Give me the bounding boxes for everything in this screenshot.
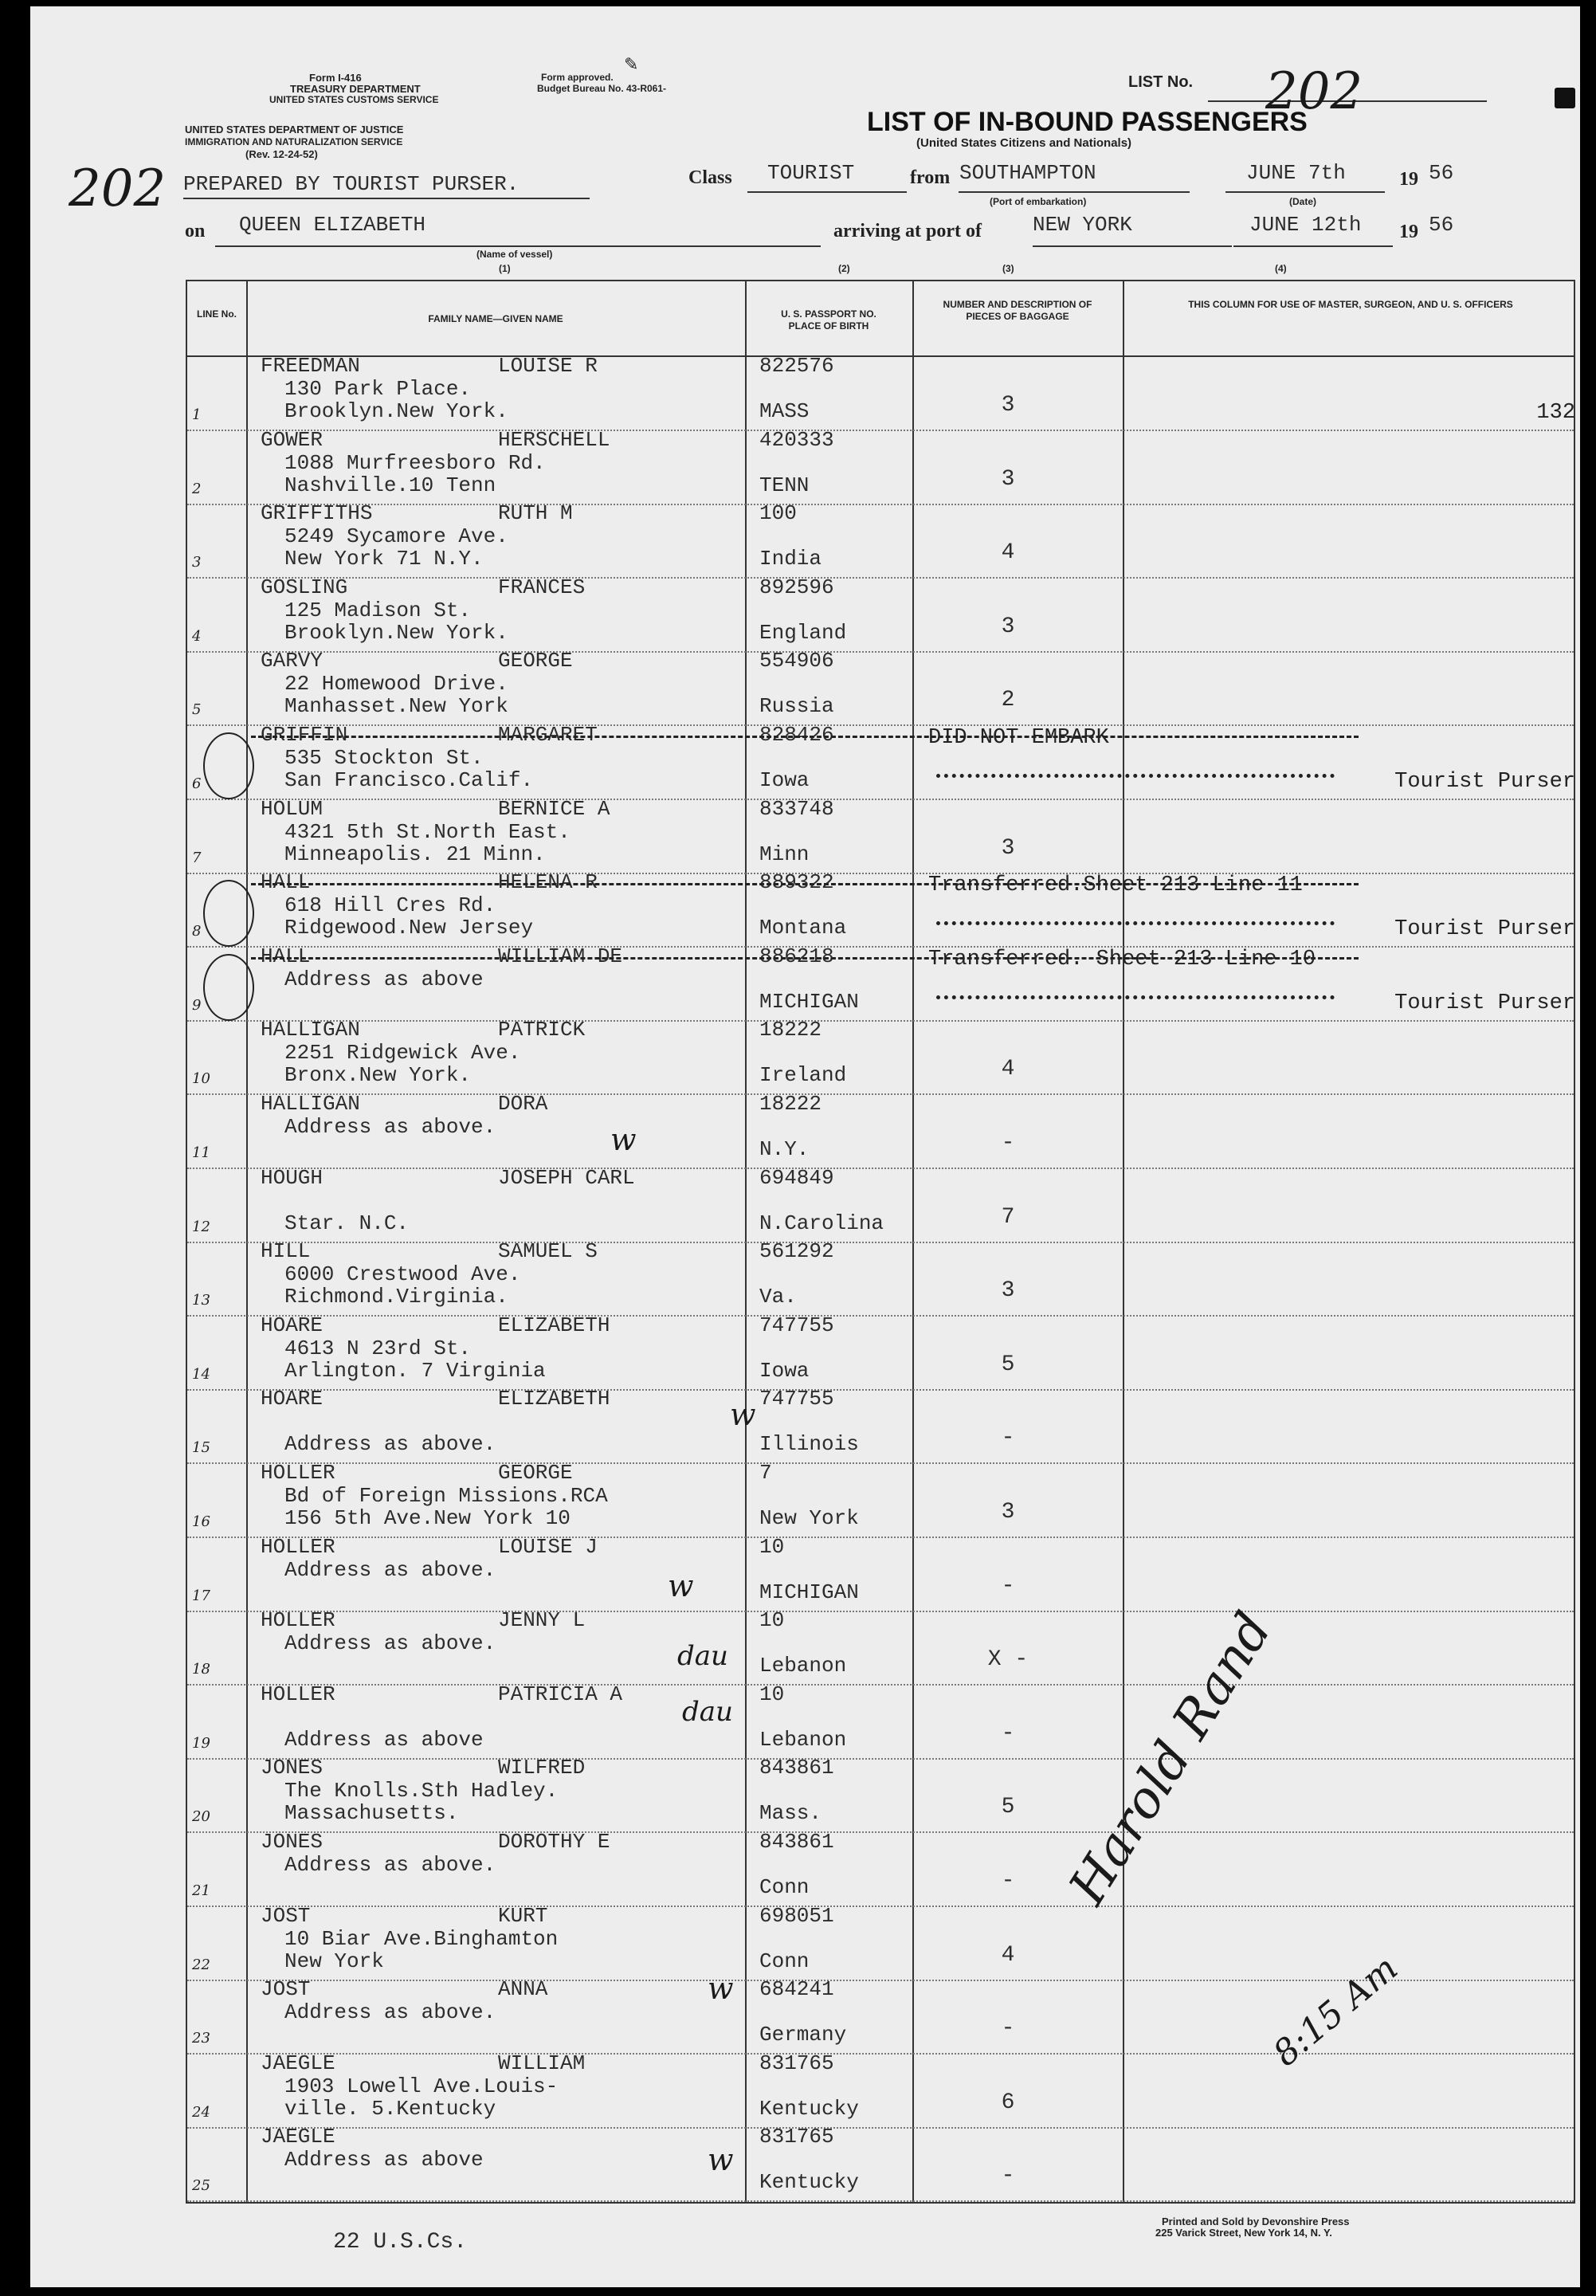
signature-time: 8:15 Am — [1265, 1948, 1406, 2074]
baggage-count: - — [1001, 2164, 1015, 2189]
address-line-1: Address as above — [284, 967, 484, 991]
baggage-count: 4 — [1001, 1942, 1015, 1968]
baggage-count: - — [1001, 2016, 1015, 2042]
baggage-count: 4 — [1001, 1057, 1015, 1082]
place-of-birth: Iowa — [759, 1358, 810, 1383]
dept-treasury: TREASURY DEPARTMENT — [290, 83, 421, 95]
prepared-by: PREPARED BY TOURIST PURSER. — [183, 172, 520, 196]
address-line-1: 130 Park Place. — [284, 377, 472, 401]
passenger-table — [186, 280, 1575, 2204]
place-of-birth: New York — [759, 1506, 859, 1530]
baggage-count: 3 — [1001, 466, 1015, 492]
place-of-birth: Iowa — [759, 768, 810, 792]
place-of-birth: Conn — [759, 1949, 810, 1973]
passport-number: 843861 — [759, 1756, 834, 1780]
mark-w: w — [610, 1122, 637, 1157]
place-of-birth: England — [759, 620, 847, 645]
table-row — [187, 1388, 1574, 1464]
address-line-2: Massachusetts. — [284, 1801, 459, 1826]
embark-date: JUNE 7th — [1246, 161, 1346, 185]
baggage-count: 6 — [1001, 2090, 1015, 2115]
class-label: Class — [688, 167, 732, 188]
address-line-1: 535 Stockton St. — [284, 746, 484, 770]
page-subtitle: (United States Citizens and Nationals) — [916, 136, 1132, 150]
passport-number: 10 — [759, 1608, 785, 1633]
given-name: JENNY L — [498, 1608, 586, 1633]
line-number: 22 — [192, 1956, 210, 1973]
family-name: GOSLING — [261, 575, 348, 599]
place-of-birth: Conn — [759, 1875, 810, 1899]
passport-number: 822576 — [759, 354, 834, 378]
address-line-1: Address as above. — [284, 1115, 496, 1139]
address-line-1: The Knolls.Sth Hadley. — [284, 1779, 559, 1803]
printer-line-2: 225 Varick Street, New York 14, N. Y. — [1155, 2227, 1332, 2239]
address-line-1: Address as above — [284, 2148, 484, 2172]
family-name: JAEGLE — [261, 2051, 335, 2075]
address-line-1: 125 Madison St. — [284, 598, 472, 622]
baggage-count: 7 — [1001, 1204, 1015, 1230]
transfer-note: Transferred. Sheet 213 Line 10 — [928, 947, 1316, 971]
table-row — [187, 1534, 1574, 1612]
given-name: GEORGE — [498, 649, 573, 673]
baggage-count: 3 — [1001, 1278, 1015, 1304]
baggage-count: - — [1001, 1573, 1015, 1599]
page-title: LIST OF IN-BOUND PASSENGERS — [867, 107, 1308, 137]
line-number: 1 — [192, 406, 202, 423]
passport-number: 833748 — [759, 796, 834, 821]
list-number: 202 — [1265, 62, 1363, 121]
family-name: HOLUM — [261, 796, 324, 821]
address-line-2: Ridgewood.New Jersey — [284, 916, 534, 940]
mark-w: w — [708, 1971, 734, 2006]
address-line-1: 6000 Crestwood Ave. — [284, 1262, 521, 1287]
strike-through — [251, 883, 1359, 885]
place-of-birth: Germany — [759, 2023, 847, 2047]
place-of-birth: Montana — [759, 916, 847, 940]
family-name: JAEGLE — [261, 2125, 335, 2149]
baggage-count: X - — [987, 1647, 1029, 1673]
address-line-1: Address as above. — [284, 1853, 496, 1877]
given-name: PATRICK — [498, 1018, 586, 1042]
place-of-birth: Ireland — [759, 1063, 847, 1088]
table-row — [187, 872, 1574, 948]
corner-mark — [1555, 88, 1575, 108]
address-line-1: 10 Biar Ave.Binghamton — [284, 1926, 559, 1951]
passport-number: 747755 — [759, 1313, 834, 1337]
officer-note: Tourist Purser — [1394, 917, 1575, 942]
line-number: 15 — [192, 1439, 210, 1457]
table-row — [187, 650, 1574, 726]
place-of-birth: Russia — [759, 694, 834, 719]
signature-dots — [936, 995, 1335, 999]
table-row — [187, 1165, 1574, 1243]
officer-note: Tourist Purser — [1394, 991, 1575, 1015]
line-number: 11 — [192, 1144, 210, 1161]
address-line-2: Arlington. 7 Virginia — [284, 1358, 546, 1383]
family-name: HALL — [261, 870, 311, 895]
class-value: TOURIST — [767, 161, 855, 185]
family-name: GRIFFITHS — [261, 501, 373, 526]
address-line-2: ville. 5.Kentucky — [284, 2096, 496, 2121]
address-line-1: 1903 Lowell Ave.Louis- — [284, 2074, 559, 2098]
manifest-page — [30, 6, 1580, 2287]
table-row — [187, 577, 1574, 653]
given-name: RUTH M — [498, 501, 573, 526]
passport-number: 889322 — [759, 870, 834, 895]
year-prefix-2: 19 — [1399, 222, 1418, 242]
embarkation-port: SOUTHAMPTON — [959, 161, 1096, 185]
arrival-date: JUNE 12th — [1249, 213, 1362, 237]
passport-number: 831765 — [759, 2051, 834, 2075]
line-number: 24 — [192, 2103, 210, 2121]
col-number-1: (1) — [499, 263, 511, 274]
place-of-birth: India — [759, 547, 822, 571]
given-name: WILLIAM DE — [498, 944, 623, 968]
baggage-count: - — [1001, 1426, 1015, 1451]
mark-w: w — [730, 1397, 756, 1432]
family-name: GRIFFIN — [261, 723, 348, 747]
dept-justice: UNITED STATES DEPARTMENT OF JUSTICE — [185, 124, 404, 135]
baggage-count: 5 — [1001, 1352, 1015, 1377]
baggage-count: 4 — [1001, 540, 1015, 566]
given-name: ANNA — [498, 1977, 548, 2002]
given-name: LOUISE R — [498, 354, 598, 378]
passport-number: 554906 — [759, 649, 834, 673]
family-name: HOLLER — [261, 1682, 335, 1706]
line-number: 19 — [192, 1734, 210, 1752]
line-number: 7 — [192, 849, 202, 866]
place-of-birth: N.Carolina — [759, 1211, 884, 1235]
header-line-no: LINE No. — [197, 308, 237, 320]
passport-number: 747755 — [759, 1387, 834, 1411]
family-name: HOLLER — [261, 1461, 335, 1485]
date-caption: (Date) — [1289, 196, 1317, 207]
arrival-year: 56 — [1429, 213, 1454, 237]
header-baggage: NUMBER AND DESCRIPTION OF PIECES OF BAGGAGE — [943, 299, 1092, 322]
given-name: WILLIAM — [498, 2051, 586, 2075]
line-number: 6 — [192, 775, 202, 792]
dept-customs: UNITED STATES CUSTOMS SERVICE — [269, 94, 439, 105]
line-number: 3 — [192, 554, 202, 571]
line-number: 2 — [192, 480, 202, 497]
address-line-1: 4613 N 23rd St. — [284, 1336, 472, 1360]
given-name: DOROTHY E — [498, 1830, 610, 1854]
mark-dau: dau — [677, 1640, 728, 1672]
col-number-4: (4) — [1275, 263, 1287, 274]
given-name: HELENA R — [498, 870, 598, 895]
family-name: FREEDMAN — [261, 354, 360, 378]
transfer-note: DID NOT EMBARK — [928, 726, 1109, 750]
address-line-2: Address as above — [284, 1727, 484, 1752]
address-line-2: Address as above. — [284, 1432, 496, 1457]
line-number: 10 — [192, 1070, 210, 1088]
place-of-birth: TENN — [759, 473, 810, 497]
mark-w: w — [668, 1568, 694, 1603]
given-name: PATRICIA A — [498, 1682, 623, 1706]
signature-dots — [936, 774, 1335, 778]
table-row — [187, 1241, 1574, 1317]
family-name: HOUGH — [261, 1165, 324, 1190]
line-number: 4 — [192, 627, 202, 645]
form-approved: Form approved. — [541, 72, 614, 83]
passport-number: 18222 — [759, 1092, 822, 1116]
family-name: HOLLER — [261, 1608, 335, 1633]
address-line-1: 22 Homewood Drive. — [284, 672, 508, 697]
baggage-count: - — [1001, 1869, 1015, 1894]
line-circle — [203, 732, 254, 799]
budget-bureau: Budget Bureau No. 43-R061- — [537, 83, 667, 94]
baggage-count: 3 — [1001, 614, 1015, 639]
on-label: on — [185, 221, 206, 241]
passport-number: 561292 — [759, 1239, 834, 1264]
place-of-birth: Kentucky — [759, 2096, 859, 2121]
table-row — [187, 1831, 1574, 1907]
table-row — [187, 2053, 1574, 2129]
line-number: 18 — [192, 1661, 210, 1678]
address-line-2: Manhasset.New York — [284, 694, 508, 719]
address-line-2: Minneapolis. 21 Minn. — [284, 842, 546, 866]
table-row — [187, 724, 1574, 800]
place-of-birth: Lebanon — [759, 1654, 847, 1678]
address-line-2: 156 5th Ave.New York 10 — [284, 1506, 571, 1530]
dept-immigration: IMMIGRATION AND NATURALIZATION SERVICE — [185, 136, 403, 147]
table-row — [187, 503, 1574, 579]
given-name: WILFRED — [498, 1756, 586, 1780]
table-row — [187, 427, 1574, 505]
place-of-birth: Kentucky — [759, 2170, 859, 2195]
given-name: JOSEPH CARL — [498, 1165, 635, 1190]
given-name: SAMUEL S — [498, 1239, 598, 1264]
address-line-1: 4321 5th St.North East. — [284, 819, 571, 844]
given-name: KURT — [498, 1903, 548, 1928]
header-passport: U. S. PASSPORT NO. PLACE OF BIRTH — [781, 308, 876, 332]
place-of-birth: Illinois — [759, 1432, 859, 1457]
table-row — [187, 946, 1574, 1022]
passport-number: 892596 — [759, 575, 834, 599]
printer-line-1: Printed and Sold by Devonshire Press — [1162, 2216, 1350, 2227]
table-row — [187, 1019, 1574, 1095]
place-of-birth: MICHIGAN — [759, 989, 859, 1014]
passport-number: 18222 — [759, 1018, 822, 1042]
address-line-1: 618 Hill Cres Rd. — [284, 893, 496, 918]
family-name: JONES — [261, 1756, 324, 1780]
margin-number: 202 — [69, 159, 167, 218]
family-name: HOLLER — [261, 1534, 335, 1559]
place-of-birth: MASS — [759, 399, 810, 423]
line-number: 21 — [192, 1882, 210, 1899]
given-name: LOUISE J — [498, 1534, 598, 1559]
line-circle — [203, 880, 254, 947]
arrival-port: NEW YORK — [1033, 213, 1132, 237]
passport-number: 10 — [759, 1534, 785, 1559]
line-circle — [203, 954, 254, 1021]
address-line-2: New York 71 N.Y. — [284, 547, 484, 571]
strike-through — [251, 736, 1359, 738]
table-row — [187, 1757, 1574, 1833]
family-name: HOARE — [261, 1313, 324, 1337]
family-name: HALL — [261, 944, 311, 968]
family-name: HALLIGAN — [261, 1018, 360, 1042]
officer-note: 132 — [1536, 401, 1575, 425]
place-of-birth: Mass. — [759, 1801, 822, 1826]
signature: Harold Rand — [1058, 1603, 1284, 1915]
address-line-2: Brooklyn.New York. — [284, 399, 508, 423]
baggage-count: 5 — [1001, 1795, 1015, 1820]
table-header — [187, 281, 1574, 357]
list-no-label: LIST No. — [1128, 73, 1194, 91]
address-line-1: Address as above. — [284, 1557, 496, 1582]
passport-number: 886218 — [759, 944, 834, 968]
mark-w: w — [708, 2142, 734, 2177]
given-name: GEORGE — [498, 1461, 573, 1485]
passport-number: 694849 — [759, 1165, 834, 1190]
baggage-count: 3 — [1001, 393, 1015, 418]
place-of-birth: Lebanon — [759, 1727, 847, 1752]
address-line-2: Nashville.10 Tenn — [284, 473, 496, 497]
table-row — [187, 1315, 1574, 1391]
address-line-2: Richmond.Virginia. — [284, 1285, 508, 1309]
line-number: 5 — [192, 701, 202, 719]
baggage-count: - — [1001, 1131, 1015, 1156]
citizen-count: 22 U.S.Cs. — [333, 2230, 468, 2255]
address-line-2: Brooklyn.New York. — [284, 620, 508, 645]
address-line-1: 1088 Murfreesboro Rd. — [284, 450, 546, 475]
baggage-count: - — [1001, 1721, 1015, 1746]
family-name: JOST — [261, 1977, 311, 2002]
line-number: 25 — [192, 2177, 210, 2195]
officer-note: Tourist Purser — [1394, 770, 1575, 794]
header-officers: THIS COLUMN FOR USE OF MASTER, SURGEON, AND U. S. OFFICERS — [1188, 299, 1513, 310]
family-name: HILL — [261, 1239, 311, 1264]
given-name: FRANCES — [498, 575, 586, 599]
given-name: ELIZABETH — [498, 1387, 610, 1411]
passport-number: 831765 — [759, 2125, 834, 2149]
passport-number: 684241 — [759, 1977, 834, 2002]
table-row — [187, 796, 1574, 874]
family-name: GOWER — [261, 427, 324, 452]
given-name: HERSCHELL — [498, 427, 610, 452]
vessel-name: QUEEN ELIZABETH — [239, 213, 426, 237]
from-label: from — [910, 167, 951, 188]
form-number: Form I-416 — [309, 72, 362, 84]
line-number: 23 — [192, 2030, 210, 2047]
year-prefix: 19 — [1399, 169, 1418, 190]
passport-number: 10 — [759, 1682, 785, 1706]
col-number-2: (2) — [838, 263, 850, 274]
baggage-count: 3 — [1001, 1500, 1015, 1525]
passport-number: 843861 — [759, 1830, 834, 1854]
address-line-2: San Francisco.Calif. — [284, 768, 534, 792]
baggage-count: 3 — [1001, 835, 1015, 861]
address-line-1: 5249 Sycamore Ave. — [284, 524, 508, 549]
family-name: HOARE — [261, 1387, 324, 1411]
address-line-1: Address as above. — [284, 1631, 496, 1656]
address-line-2: Bronx.New York. — [284, 1063, 472, 1088]
passport-number: 698051 — [759, 1903, 834, 1928]
passport-number: 100 — [759, 501, 797, 526]
passport-number: 828426 — [759, 723, 834, 747]
line-number: 8 — [192, 923, 202, 940]
given-name: MARGARET — [498, 723, 598, 747]
place-of-birth: Va. — [759, 1285, 797, 1309]
line-number: 16 — [192, 1513, 210, 1530]
vessel-caption: (Name of vessel) — [476, 249, 553, 260]
table-row — [187, 1610, 1574, 1686]
family-name: GARVY — [261, 649, 324, 673]
line-number: 20 — [192, 1808, 210, 1826]
header-name: FAMILY NAME—GIVEN NAME — [428, 313, 563, 324]
signature-dots — [936, 921, 1335, 925]
table-row — [187, 1093, 1574, 1169]
address-line-2: Star. N.C. — [284, 1211, 410, 1235]
embark-year: 56 — [1429, 161, 1454, 185]
given-name: ELIZABETH — [498, 1313, 610, 1337]
form-revision: (Rev. 12-24-52) — [245, 148, 318, 160]
family-name: HALLIGAN — [261, 1092, 360, 1116]
embark-caption: (Port of embarkation) — [990, 196, 1087, 207]
line-number: 12 — [192, 1218, 210, 1235]
line-number: 14 — [192, 1365, 210, 1383]
family-name: JONES — [261, 1830, 324, 1854]
given-name: DORA — [498, 1092, 548, 1116]
mark-dau: dau — [682, 1696, 733, 1728]
address-line-1: 2251 Ridgewick Ave. — [284, 1041, 521, 1066]
given-name: BERNICE A — [498, 796, 610, 821]
table-row — [187, 355, 1574, 431]
passport-number: 7 — [759, 1461, 772, 1485]
address-line-2: New York — [284, 1949, 384, 1973]
arriving-label: arriving at port of — [833, 221, 982, 241]
pen-mark: ✎ — [624, 54, 639, 74]
col-number-3: (3) — [1002, 263, 1014, 274]
table-row — [187, 2126, 1574, 2202]
table-row — [187, 1462, 1574, 1538]
address-line-1: Address as above. — [284, 2000, 496, 2025]
address-line-1: Bd of Foreign Missions.RCA — [284, 1484, 608, 1508]
transfer-note: Transferred.Sheet 213 Line 11 — [928, 873, 1303, 898]
table-row — [187, 1684, 1574, 1760]
family-name: JOST — [261, 1903, 311, 1928]
passport-number: 420333 — [759, 427, 834, 452]
strike-through — [251, 957, 1359, 960]
line-number: 9 — [192, 996, 202, 1014]
baggage-count: 2 — [1001, 688, 1015, 713]
place-of-birth: Minn — [759, 842, 810, 866]
line-number: 13 — [192, 1292, 210, 1309]
place-of-birth: MICHIGAN — [759, 1580, 859, 1604]
line-number: 17 — [192, 1587, 210, 1604]
place-of-birth: N.Y. — [759, 1137, 810, 1161]
